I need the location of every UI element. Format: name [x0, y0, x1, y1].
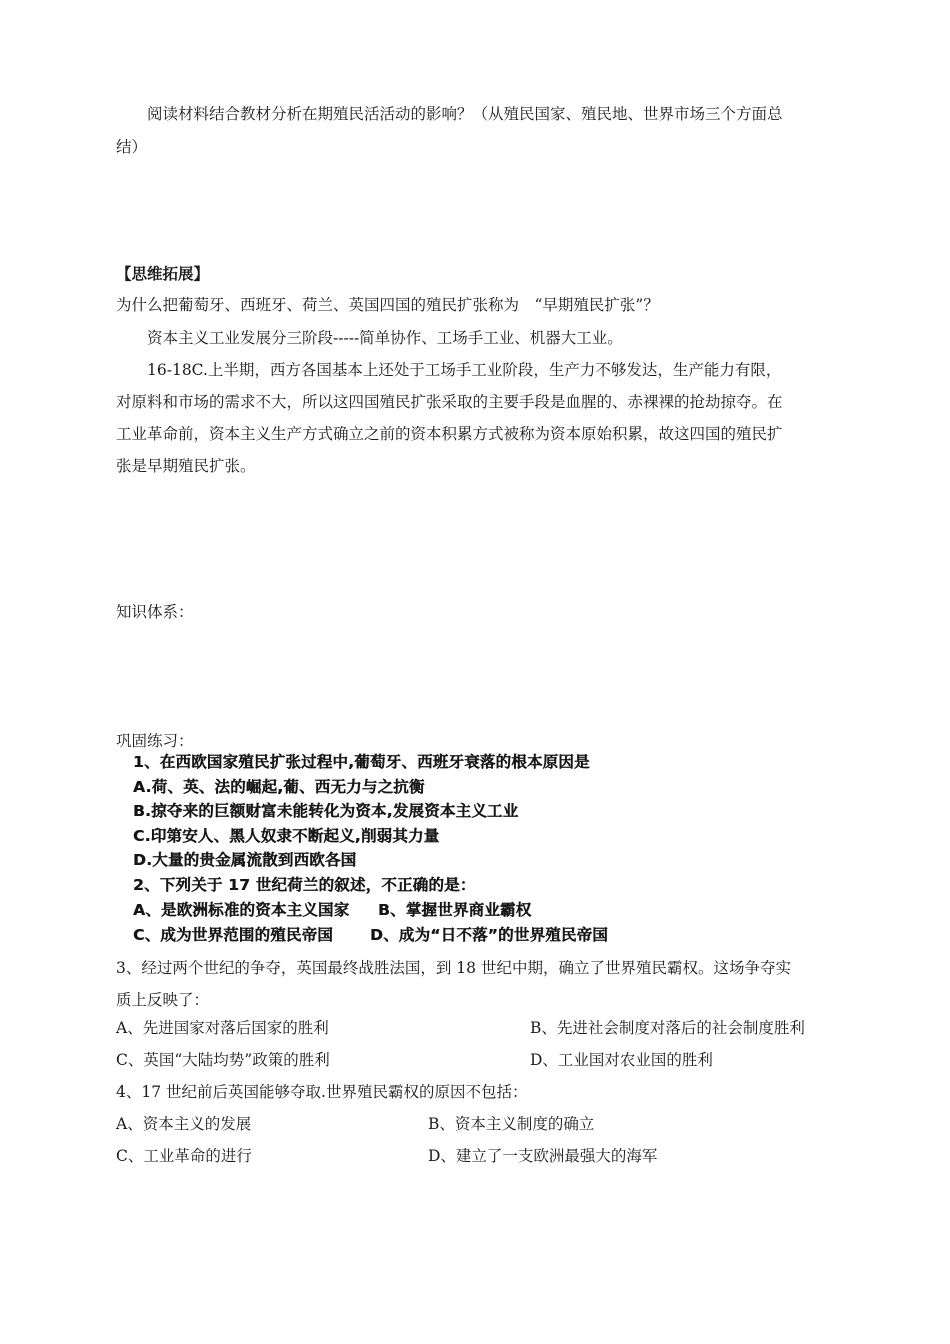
- extension-para-2-line-4: 张是早期殖民扩张。: [116, 457, 256, 475]
- scan-q2-option-c: C、成为世界范围的殖民帝国: [133, 926, 333, 944]
- extension-question: 为什么把葡萄牙、西班牙、荷兰、英国四国的殖民扩张称为 “早期殖民扩张”？: [116, 296, 659, 314]
- q3-option-d: D、工业国对农业国的胜利: [530, 1051, 713, 1069]
- extension-para-2-line-3: 工业革命前，资本主义生产方式确立之前的资本积累方式被称为资本原始积累，故这四国的殖民扩: [116, 425, 783, 443]
- q4-stem: 4、17 世纪前后英国能够夺取.世界殖民霸权的原因不包括：: [116, 1083, 528, 1101]
- q4-option-c: C、工业革命的进行: [116, 1147, 252, 1165]
- scan-q2-option-d: D、成为“日不落”的世界殖民帝国: [370, 926, 608, 944]
- q3-options-row-2: [116, 1049, 713, 1071]
- q3-option-c: C、英国“大陆均势”政策的胜利: [116, 1051, 330, 1069]
- intro-line-1: 阅读材料结合教材分析在期殖民活活动的影响？（从殖民国家、殖民地、世界市场三个方面总: [147, 105, 783, 123]
- intro-line-2: 结）: [116, 138, 148, 156]
- scan-q2-option-a: A、是欧洲标准的资本主义国家: [133, 901, 350, 919]
- practice-label: 巩固练习：: [116, 732, 194, 750]
- scan-q1-option-c: C.印第安人、黑人奴隶不断起义,削弱其力量: [133, 827, 440, 845]
- q3-options-row-1: [116, 1017, 805, 1039]
- scan-q2-option-b: B、掌握世界商业霸权: [378, 901, 532, 919]
- extension-para-2-line-1: 16-18C.上半期，西方各国基本上还处于工场手工业阶段，生产力不够发达，生产能力有限，: [147, 361, 782, 379]
- q4-options-row-2: [116, 1145, 658, 1167]
- scan-q1-option-a: A.荷、英、法的崛起,葡、西无力与之抗衡: [133, 778, 425, 796]
- scan-q2: 2、下列关于 17 世纪荷兰的叙述，不正确的是：: [133, 876, 476, 894]
- scan-q1-option-b: B.掠夺来的巨额财富未能转化为资本,发展资本主义工业: [133, 802, 519, 820]
- q4-option-d: D、建立了一支欧洲最强大的海军: [428, 1147, 658, 1165]
- extension-para-1: 资本主义工业发展分三阶段-----简单协作、工场手工业、机器大工业。: [147, 329, 623, 347]
- knowledge-label: 知识体系：: [116, 603, 194, 621]
- q4-option-a: A、资本主义的发展: [116, 1115, 252, 1133]
- q3-line-1: 3、经过两个世纪的争夺，英国最终战胜法国，到 18 世纪中期，确立了世界殖民霸权。这场争夺实: [116, 959, 791, 977]
- scan-q1: 1、在西欧国家殖民扩张过程中,葡萄牙、西班牙衰落的根本原因是: [133, 753, 590, 771]
- scan-q1-option-d: D.大量的贵金属流散到西欧各国: [133, 851, 357, 869]
- scanned-questions: [116, 746, 656, 944]
- extension-para-2-line-2: 对原料和市场的需求不大，所以这四国殖民扩张采取的主要手段是血腥的、赤裸裸的抢劫掠夺。在: [116, 393, 783, 411]
- q4-options-row-1: [116, 1113, 595, 1135]
- q4-option-b: B、资本主义制度的确立: [428, 1115, 595, 1133]
- q3-option-b: B、先进社会制度对落后的社会制度胜利: [530, 1019, 805, 1037]
- q3-line-2: 质上反映了：: [116, 991, 210, 1009]
- extension-heading: 【思维拓展】: [116, 264, 210, 283]
- q3-option-a: A、先进国家对落后国家的胜利: [116, 1019, 329, 1037]
